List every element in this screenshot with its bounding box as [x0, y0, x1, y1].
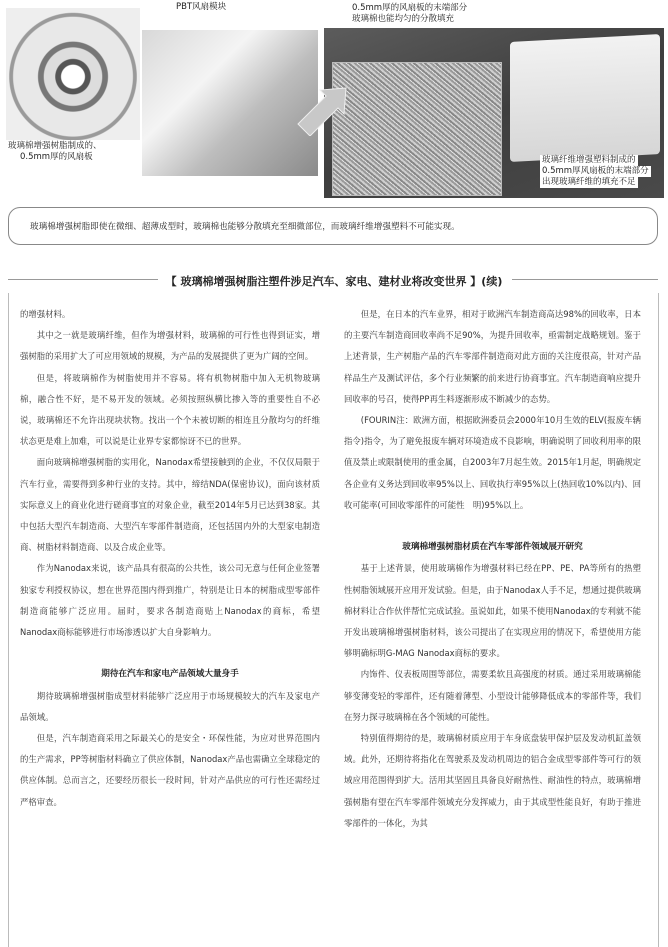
paragraph: 的增强材料。	[20, 309, 71, 319]
paragraph: 但是，将玻璃棉作为树脂使用并不容易。将有机物树脂中加入无机物玻璃棉，融合性不好，是不易开发的领域。必须按照纵横比掺入等的重要性自不必说，玻璃棉还不允许出现块状物。找出一个个未被切断的相连且分散均匀的纤维状态更是难上加难，可以说是让业界专家都惊讶不已的世界。	[20, 372, 320, 447]
paragraph: 作为Nanodax来说，该产品具有很高的公共性，该公司无意与任何企业签署独家专利授权协议，想在世界范围内得到推广，特别是让日本的树脂成型零部件制造商能够广泛应用。届时，要求各制造商贴上Nanodax的商标，希望Nanodax商标能够进行市场渗透以扩大自身影响力。	[20, 563, 320, 638]
paragraph: 但是，在日本的汽车业界，相对于欧洲汽车制造商高达98%的回收率，日本的主要汽车制造商回收率尚不足90%，为提升回收率，亟需制定战略规划。鉴于上述背景，生产树脂产品的汽车零部件制造商对此方面的关注度很高，针对产品样品生产及测试评估，多个行业频繁的前来进行协商事宜。汽车制造商响应提升回收率的号召，使得PP再生料逐渐形成不断减少的态势。	[344, 309, 641, 404]
caption-pbt-fan-module: PBT风扇模块	[176, 2, 227, 12]
paragraph: 但是，汽车制造商采用之际最关心的是安全・环保性能，为应对世界范围内的生产需求，PP等树脂材料确立了供应体制，Nanodax产品也需确立全球稳定的供应体制。总而言之，还要经历很长一段时间，针对产品供应的可行性还需经过严格审查。	[20, 733, 320, 807]
glassfiber-plate-photo	[510, 34, 660, 162]
paragraph: 面向玻璃棉增强树脂的实用化，Nanodax希望接触到的企业，不仅仅局限于汽车行业，需要得到多种行业的支持。其中，缔结NDA(保密协议)，面向该材质实际意义上的商业化进行磋商事宜的对象企业，截至2014年5月已达到38家。其中包括大型汽车制造商、大型汽车零部件制造商，还包括国内外的大型家电制造商、树脂材料制造商、以及合成企业等。	[20, 457, 320, 553]
right-column	[344, 304, 641, 834]
paragraph: 期待玻璃棉增强树脂成型材料能够广泛应用于市场规模较大的汽车及家电产品领域。	[20, 690, 320, 722]
caption-left-2: 0.5mm厚的风扇板	[20, 152, 93, 162]
caption-top-right-1: 0.5mm厚的风扇板的末端部分	[352, 3, 468, 13]
paragraph: (FOURIN注：欧洲方面，根据欧洲委员会2000年10月生效的ELV(报废车辆指令)指令，为了避免报废车辆对环境造成不良影响，明确说明了回收利用率的限值及禁止或限制使用的重金属，自2003年7月起生效。2015年1月起，明确规定各企业有义务达到回收率95%以上、回收执行率95%以上(热回收10%以内)、回收可能率(可回收零部件的可能性 明)95%以上。	[344, 415, 641, 510]
arrow-right-icon	[296, 86, 348, 136]
caption-bottom-right-2: 0.5mm厚风扇板的末端部分	[542, 166, 649, 176]
glasswool-fiber-closeup-photo	[332, 62, 502, 196]
frame-left	[8, 293, 9, 947]
paragraph: 内饰件、仪表板周围等部位，需要柔软且高强度的材质。通过采用玻璃棉能够变薄变轻的零部件，还有随着薄型、小型设计能够降低成本的零部件等，我们在努力探寻玻璃棉在各个领域的可能性。	[344, 669, 641, 722]
frame-right	[658, 293, 659, 947]
note-text: 玻璃棉增强树脂即使在微细、超薄成型时，玻璃棉也能够分散填充至细微部位，而玻璃纤维增强塑料不可能实现。	[30, 222, 460, 232]
subheading: 期待在汽车和家电产品领域大量身手	[101, 669, 239, 680]
caption-top-right-2: 玻璃棉也能均匀的分散填充	[352, 14, 455, 24]
pbt-fan-module-photo	[142, 30, 318, 176]
paragraph: 其中之一就是玻璃纤维，但作为增强材料，玻璃棉的可行性也得到证实，增强树脂的采用扩大了可应用领域的规模，为产品的发展提供了更为广阔的空间。	[20, 330, 320, 362]
left-column	[20, 304, 320, 813]
section-title: 【 玻璃棉增强树脂注塑件涉足汽车、家电、建材业将改变世界 】(续)	[165, 275, 503, 288]
paragraph: 基于上述背景，使用玻璃棉作为增强材料已经在PP、PE、PA等所有的热塑性树脂领域展开应用开发试验。但是，由于Nanodax人手不足，想通过提供玻璃棉材料让合作伙伴帮忙完成试验。虽说如此，如果不使用Nanodax的专利就不能开发出玻璃棉增强树脂材料，该公司提出了在实现应用的情况下，希望使用方能够明确标明G-MAG Nanodax商标的要求。	[344, 563, 641, 659]
paragraph: 特别值得期待的是，玻璃棉材质应用于车身底盘装甲保护层及发动机缸盖领域。此外，还期待将指化在驾驶系及发动机周边的铝合金成型零部件等可行的领域应用范围得到扩大。活用其坚固且具备良好耐热性、耐油性的特点，玻璃棉增强树脂有望在汽车零部件领域充分发挥威力，由于其成型性能良好，有助于推进零部件的一体化，为其	[344, 733, 641, 828]
fan-photo-glasswool	[6, 8, 140, 140]
caption-left-1: 玻璃棉增强树脂制成的、	[8, 141, 102, 151]
caption-bottom-right-3: 出现玻璃纤维的填充不足	[542, 177, 636, 187]
subheading: 玻璃棉增强树脂材质在汽车零部件领域展开研究	[402, 542, 583, 553]
caption-bottom-right-1: 玻璃纤维增强塑料制成的	[542, 155, 636, 165]
